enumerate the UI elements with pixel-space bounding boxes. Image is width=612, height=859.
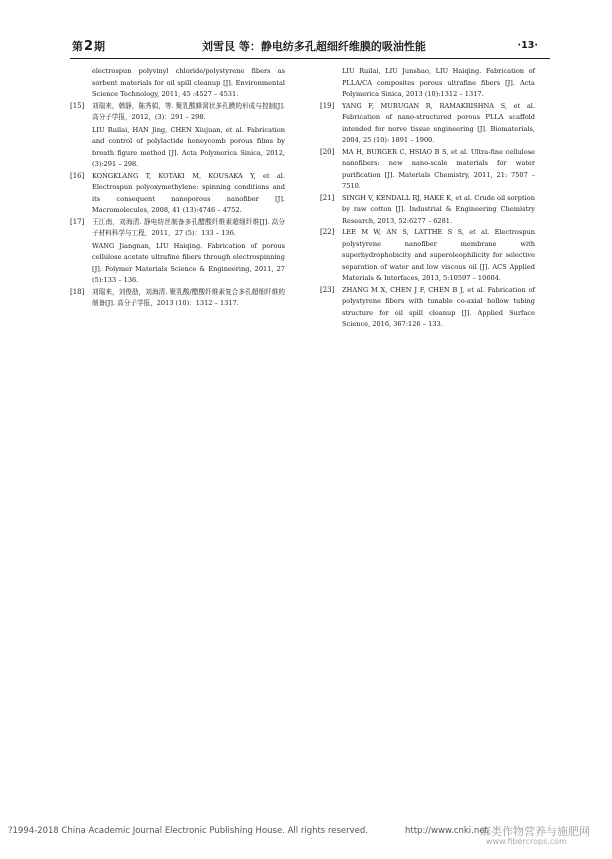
- reference-text: LIU Ruilai, HAN Jing, CHEN Xiujuan, et al. Fabrication and control of polylactide honeycomb porous films by breath figure method [J]. Acta Polymerica Sinica, 2012, (3):291 – 298.: [92, 125, 285, 168]
- reference-item: [70, 217, 285, 287]
- reference-number: [19]: [320, 101, 335, 110]
- reference-text: YANG F, MURUGAN R, RAMAKRISHNA S, et al. Fabrication of nano-structured porous PLLA scaffold intended for nerve tissue engineering [J]. Biomaterials, 2004, 25 (10): 1891 – 1900.: [342, 101, 535, 144]
- reference-item: [320, 147, 535, 193]
- reference-number: [16]: [70, 171, 85, 180]
- watermark-text: 麻类作物营养与施肥网: [480, 825, 590, 838]
- issue-number: 2: [84, 39, 95, 54]
- issue-suffix: 期: [94, 40, 107, 53]
- reference-text: MA H, BURGER C, HSIAO B S, et al. Ultra-fine cellulose nanofibers: new nano-scale materials for water purification [J]. Materials Chemistry, 2011, 21: 7507 – 7510.: [342, 147, 535, 190]
- reference-item: [320, 66, 535, 101]
- cnki-link[interactable]: http://www.cnki.net: [405, 826, 488, 836]
- issue-label: [72, 38, 106, 54]
- reference-text: electrospun polyvinyl chloride/polystyrene fibers as sorbent materials for oil spill cleanup [J]. Environmental Science Technology, 2011, 45 :4527 – 4531.: [92, 67, 285, 98]
- reference-text: SINGH V, KENDALL RJ, HAKE K, et al. Crude oil sorption by raw cotton [J]. Industrial & Engineering Chemistry Research, 2013, 52:6277 – 6281.: [342, 193, 535, 225]
- reference-item: [70, 287, 285, 310]
- reference-column-left: [70, 66, 285, 310]
- reference-number: [21]: [320, 193, 335, 202]
- watermark-url: www.fibercrops.com: [486, 837, 567, 846]
- reference-item: [320, 227, 535, 285]
- reference-item: [320, 285, 535, 331]
- reference-item: [320, 193, 535, 228]
- reference-number: [20]: [320, 147, 335, 156]
- reference-text: ZHANG M X, CHEN J F, CHEN B J, et al. Fabrication of polystyrene fibers with tunable co-axial hollow tubing structure for oil spill cleanup [J]. Applied Surface Science, 2016, 367:126 – 133.: [342, 285, 535, 328]
- page-header: [0, 0, 612, 62]
- reference-item: [70, 66, 285, 101]
- reference-item: [320, 101, 535, 147]
- reference-text: WANG Jiangnan, LIU Haiqing. Fabrication of porous cellulose acetate ultrafine fibers through electrospinning [J]. Polymer Materials Science & Engineering, 2011, 27 (5):133 – 136.: [92, 241, 285, 284]
- reference-number: [18]: [70, 287, 85, 296]
- page-number: ·13·: [517, 40, 538, 51]
- reference-item: [70, 101, 285, 171]
- reference-number: [23]: [320, 285, 335, 294]
- reference-item: [70, 171, 285, 217]
- reference-text: 王江南，刘海清. 静电纺丝制备多孔醋酸纤维素超细纤维[J]. 高分子材料科学与工程，2011，27 (5)：133 – 136.: [92, 217, 285, 237]
- reference-text: KONGKLANG T, KOTAKI M, KOUSAKA Y, et al. Electrospun polyoxymethylene: spinning conditions and its consequent nanoporous nanofiber [J]. Macromolecules, 2008, 41 (13):4746 – 4752.: [92, 171, 285, 214]
- reference-number: [17]: [70, 217, 85, 226]
- reference-column-right: [320, 66, 535, 331]
- reference-text: LIU Ruilai, LIU Junshao, LIU Haiqing. Fabrication of PLLA/CA composites porous ultrafine fibers [J]. Acta Polymerica Sinica, 2013 (10):1312 – 1317.: [342, 67, 535, 98]
- copyright-notice: ?1994-2018 China Academic Journal Electronic Publishing House. All rights reserved.: [8, 826, 368, 836]
- reference-number: [15]: [70, 101, 85, 110]
- running-title: 刘雪艮 等：静电纺多孔超细纤维膜的吸油性能: [202, 40, 426, 53]
- reference-text: 刘瑞来，韩静，陈秀娟，等. 聚乳酸蜂窝状多孔膜的形成与控制[J]. 高分子学报，2012，(3)：291 – 298.: [92, 101, 285, 121]
- reference-number: [22]: [320, 228, 335, 236]
- reference-text: LEE M W, AN S, LATTHE S S, et al. Electrospun polystyrene nanofiber membrane with superhydrophobicity and superoleophilicity for selective separation of water and low viscous oil [J]. ACS Applied Materials & Interfaces, 2013, 5:10597 – 10604.: [342, 228, 535, 282]
- issue-prefix: 第: [72, 40, 84, 53]
- header-rule: [70, 58, 550, 59]
- reference-text: 刘瑞来，刘俊劭，刘海清. 聚乳酸/醋酸纤维素复合多孔超细纤维的制备[J]. 高分子学报，2013 (10)：1312 – 1317.: [92, 287, 285, 307]
